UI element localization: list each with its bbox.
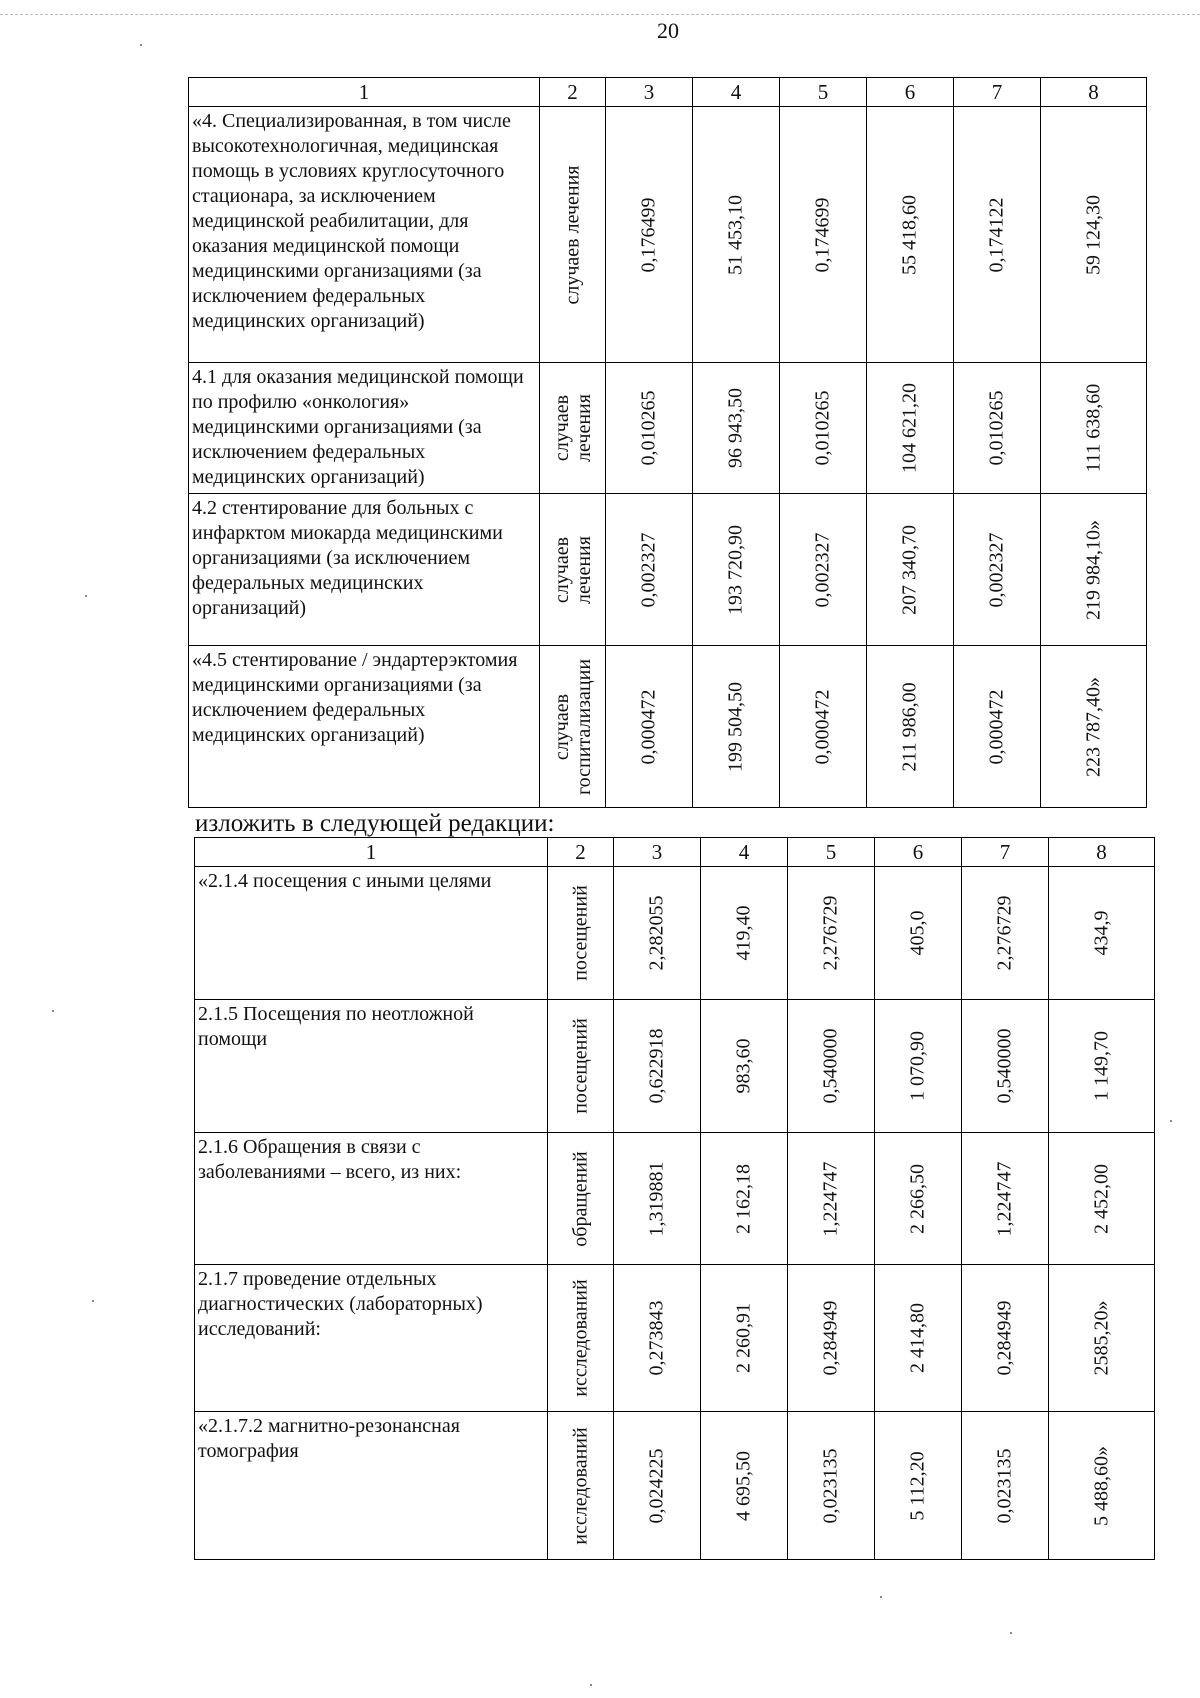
value-text: 1,224747 — [819, 1161, 842, 1236]
value-text: 1,224747 — [993, 1161, 1016, 1236]
value-cell — [614, 1265, 701, 1412]
col-number: 6 — [867, 78, 954, 107]
value-text: 2 452,00 — [1090, 1163, 1112, 1234]
value-cell — [780, 646, 867, 808]
value-cell — [962, 1000, 1049, 1133]
value-text: 0,010265 — [985, 390, 1008, 466]
table-row — [189, 107, 1147, 363]
value-cell — [701, 1412, 788, 1560]
value-cell — [1041, 646, 1147, 808]
scan-speck — [140, 44, 142, 46]
value-cell — [614, 1000, 701, 1133]
value-cell — [875, 1133, 962, 1265]
value-cell — [788, 1265, 875, 1412]
value-cell — [1049, 1000, 1155, 1133]
row-unit — [548, 1265, 614, 1412]
value-cell — [606, 646, 693, 808]
value-cell — [606, 107, 693, 363]
value-text: 0,000472 — [985, 689, 1008, 764]
value-text: 0,010265 — [637, 390, 660, 466]
value-text: 0,174699 — [811, 197, 834, 272]
value-cell — [962, 1133, 1049, 1265]
value-cell — [954, 494, 1041, 646]
value-text: 0,284949 — [819, 1300, 842, 1376]
col-number: 5 — [780, 78, 867, 107]
value-cell — [693, 646, 780, 808]
value-cell — [1041, 107, 1147, 363]
row-unit — [548, 1000, 614, 1133]
row-unit — [548, 1133, 614, 1265]
value-text: 0,284949 — [993, 1300, 1016, 1376]
value-text: 0,273843 — [645, 1300, 668, 1376]
value-text: 2,282055 — [645, 895, 668, 971]
value-cell — [867, 494, 954, 646]
value-cell — [962, 1265, 1049, 1412]
value-text: 5 488,60» — [1090, 1445, 1112, 1526]
row-description: 4.2 стентирование для больных с инфарктом миокарда медицинскими организациями (за исключением федеральных медицинских организаций) — [189, 494, 540, 646]
value-cell — [962, 1412, 1049, 1560]
value-text: 51 453,10 — [724, 194, 747, 275]
value-text: 207 340,70 — [898, 524, 921, 615]
value-cell — [875, 1265, 962, 1412]
table-row — [189, 363, 1147, 494]
table-row — [195, 867, 1155, 1000]
value-text: 0,540000 — [819, 1028, 842, 1104]
value-text: 2,276729 — [819, 895, 842, 971]
header-row — [189, 78, 1147, 107]
value-text: 1 070,90 — [906, 1031, 929, 1101]
value-cell — [954, 646, 1041, 808]
scan-speck — [85, 595, 87, 597]
value-text: 219 984,10» — [1082, 519, 1104, 620]
value-text: 0,174122 — [985, 197, 1008, 272]
value-cell — [780, 494, 867, 646]
value-text: 0,023135 — [819, 1448, 842, 1523]
value-cell — [614, 1133, 701, 1265]
value-text: 983,60 — [732, 1038, 755, 1094]
value-cell — [1041, 363, 1147, 494]
value-cell — [962, 867, 1049, 1000]
col-number: 6 — [875, 838, 962, 867]
table-row — [189, 494, 1147, 646]
value-cell — [867, 646, 954, 808]
value-text: 405,0 — [906, 910, 929, 956]
value-text: 0,000472 — [811, 689, 834, 764]
value-cell — [954, 107, 1041, 363]
row-unit-text: исследований — [569, 1279, 591, 1397]
header-row — [195, 838, 1155, 867]
value-cell — [1049, 1265, 1155, 1412]
value-text: 419,40 — [732, 905, 755, 961]
row-description: 2.1.6 Обращения в связи с заболеваниями – всего, из них: — [195, 1133, 548, 1265]
row-unit-text: исследований — [569, 1426, 591, 1545]
value-text: 5 112,20 — [906, 1450, 929, 1521]
col-number: 8 — [1049, 838, 1155, 867]
value-text: 0,023135 — [993, 1448, 1016, 1523]
table-row — [195, 1000, 1155, 1133]
row-unit-text: посещений — [569, 1018, 591, 1114]
value-text: 4 695,50 — [732, 1450, 755, 1521]
table-original — [188, 77, 1147, 808]
row-unit-text: случаев лечения — [550, 394, 595, 462]
col-number: 2 — [548, 838, 614, 867]
value-text: 2 162,18 — [732, 1163, 755, 1234]
value-cell — [867, 363, 954, 494]
scan-speck — [1170, 1120, 1172, 1122]
table-row — [195, 1133, 1155, 1265]
row-description: «2.1.7.2 магнитно-резонансная томография — [195, 1412, 548, 1560]
value-text: 0,622918 — [645, 1028, 668, 1104]
value-cell — [614, 867, 701, 1000]
col-number: 8 — [1041, 78, 1147, 107]
value-text: 111 638,60 — [1082, 383, 1104, 473]
col-number: 1 — [189, 78, 540, 107]
row-description: 2.1.7 проведение отдельных диагностических (лабораторных) исследований: — [195, 1265, 548, 1412]
page-number: 20 — [657, 18, 679, 43]
scan-speck — [92, 1300, 94, 1302]
table-row — [189, 646, 1147, 808]
col-number: 4 — [701, 838, 788, 867]
value-cell — [614, 1412, 701, 1560]
value-text: 59 124,30 — [1082, 194, 1104, 275]
table-row — [195, 1412, 1155, 1560]
value-cell — [693, 363, 780, 494]
col-number: 7 — [962, 838, 1049, 867]
value-cell — [954, 363, 1041, 494]
scan-edge-line — [0, 14, 1200, 15]
table-row — [195, 1265, 1155, 1412]
value-cell — [606, 363, 693, 494]
row-description: 4.1 для оказания медицинской помощи по профилю «онкология» медицинскими организациями (за исключением федеральных медицинских организаций) — [189, 363, 540, 494]
row-unit-text: обращений — [569, 1150, 591, 1247]
row-unit — [540, 107, 606, 363]
scan-speck — [52, 1010, 54, 1012]
row-unit-text: случаев лечения — [561, 164, 583, 305]
value-cell — [693, 494, 780, 646]
value-cell — [1049, 1412, 1155, 1560]
value-cell — [1041, 494, 1147, 646]
scan-speck — [880, 1596, 882, 1598]
scan-speck — [1010, 1632, 1012, 1634]
value-text: 2 266,50 — [906, 1163, 929, 1234]
value-text: 1,319881 — [645, 1161, 668, 1236]
value-text: 1 149,70 — [1090, 1031, 1112, 1101]
value-text: 2585,20» — [1090, 1300, 1112, 1376]
value-cell — [606, 494, 693, 646]
row-description: «4. Специализированная, в том числе высокотехнологичная, медицинская помощь в условиях круглосуточного стационара, за исключением медицинской реабилитации, для оказания медицинской помощи медицинскими организациями (за исключением федеральных медицинских организаций) — [189, 107, 540, 363]
row-unit-text: случаев госпитализации — [550, 658, 595, 795]
value-text: 199 504,50 — [724, 681, 747, 772]
value-cell — [701, 1265, 788, 1412]
value-cell — [1049, 1133, 1155, 1265]
col-number: 3 — [614, 838, 701, 867]
value-cell — [867, 107, 954, 363]
value-text: 2,276729 — [993, 895, 1016, 971]
row-unit — [540, 363, 606, 494]
value-cell — [780, 363, 867, 494]
value-cell — [1049, 867, 1155, 1000]
value-cell — [875, 1412, 962, 1560]
value-cell — [693, 107, 780, 363]
value-cell — [788, 867, 875, 1000]
value-text: 0,002327 — [811, 532, 834, 607]
value-cell — [875, 1000, 962, 1133]
value-text: 211 986,00 — [898, 681, 921, 772]
col-number: 3 — [606, 78, 693, 107]
col-number: 7 — [954, 78, 1041, 107]
value-cell — [788, 1133, 875, 1265]
row-unit-text: посещений — [569, 885, 591, 981]
value-text: 193 720,90 — [724, 524, 747, 615]
row-unit — [540, 646, 606, 808]
value-text: 96 943,50 — [724, 388, 747, 468]
value-text: 55 418,60 — [898, 194, 921, 275]
row-unit — [548, 867, 614, 1000]
col-number: 2 — [540, 78, 606, 107]
value-text: 223 787,40» — [1082, 676, 1104, 777]
col-number: 4 — [693, 78, 780, 107]
row-unit-text: случаев лечения — [550, 535, 595, 604]
row-unit — [548, 1412, 614, 1560]
value-text: 0,000472 — [637, 689, 660, 764]
row-unit — [540, 494, 606, 646]
table-amended — [194, 837, 1155, 1560]
value-text: 0,024225 — [645, 1448, 668, 1523]
value-text: 0,176499 — [637, 197, 660, 272]
value-cell — [701, 1000, 788, 1133]
row-description: 2.1.5 Посещения по неотложной помощи — [195, 1000, 548, 1133]
value-cell — [780, 107, 867, 363]
col-number: 1 — [195, 838, 548, 867]
value-text: 104 621,20 — [898, 383, 921, 473]
value-text: 2 260,91 — [732, 1303, 755, 1373]
row-description: «4.5 стентирование / эндартерэктомия медицинскими организациями (за исключением федеральных медицинских организаций) — [189, 646, 540, 808]
value-text: 0,010265 — [811, 390, 834, 466]
value-text: 434,9 — [1090, 910, 1112, 956]
value-cell — [875, 867, 962, 1000]
value-cell — [788, 1000, 875, 1133]
scan-speck — [590, 1684, 592, 1686]
col-number: 5 — [788, 838, 875, 867]
value-text: 2 414,80 — [906, 1303, 929, 1373]
value-text: 0,002327 — [637, 532, 660, 607]
value-cell — [701, 1133, 788, 1265]
value-text: 0,002327 — [985, 532, 1008, 607]
value-cell — [701, 867, 788, 1000]
value-text: 0,540000 — [993, 1028, 1016, 1104]
row-description: «2.1.4 посещения с иными целями — [195, 867, 548, 1000]
value-cell — [788, 1412, 875, 1560]
caption-text: изложить в следующей редакции: — [195, 810, 555, 837]
